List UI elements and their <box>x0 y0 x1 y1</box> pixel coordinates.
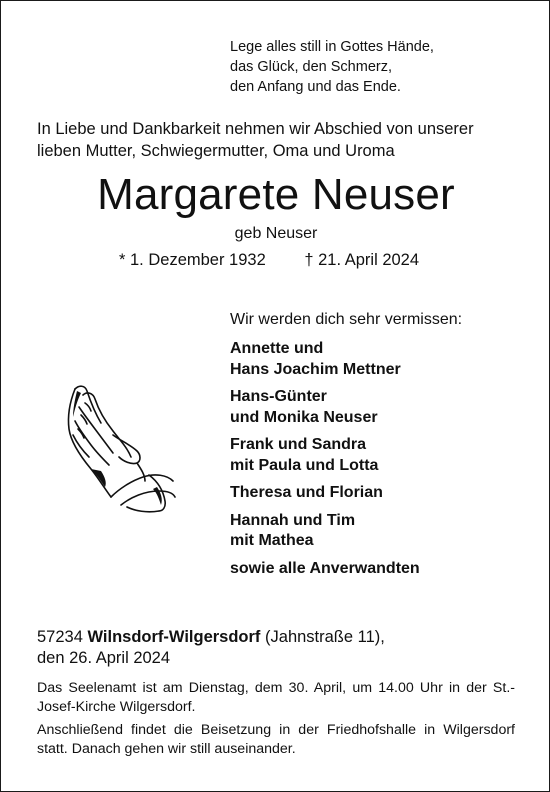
address-line <box>37 627 385 648</box>
mourner-line: mit Mathea <box>230 532 314 549</box>
mourners-heading: Wir werden dich sehr vermissen: <box>230 311 463 328</box>
mourner-group <box>230 483 420 504</box>
mourner-line: sowie alle Anverwandten <box>230 559 420 577</box>
intro-line-1: In Liebe und Dankbarkeit nehmen wir Abschied von unserer <box>37 120 474 138</box>
praying-hands-icon <box>61 377 181 517</box>
street: (Jahnstraße 11), <box>265 628 385 646</box>
mourner-line: Frank und Sandra <box>230 436 367 453</box>
town: Wilnsdorf-Wilgersdorf <box>87 628 261 646</box>
mourner-group <box>230 339 420 380</box>
mourner-line: mit Paula und Lotta <box>230 456 379 474</box>
mourner-line: Hans-Günter <box>230 388 327 405</box>
mourner-group <box>230 511 420 552</box>
mourner-group <box>230 435 420 476</box>
life-dates <box>119 249 419 271</box>
mourner-line: Annette und <box>230 340 324 357</box>
requiem-info: Das Seelenamt ist am Dienstag, dem 30. April, um 14.00 Uhr in der St.-Josef-Kirche Wilgersdorf. <box>37 680 515 715</box>
notice-date: den 26. April 2024 <box>37 649 171 667</box>
poem-line-1: Lege alles still in Gottes Hände, <box>230 39 434 55</box>
mourner-group <box>230 387 420 428</box>
mourners-list <box>230 339 420 586</box>
poem-line-3: den Anfang und das Ende. <box>230 79 401 95</box>
mourner-line: Hans Joachim Mettner <box>230 360 401 378</box>
poem-line-2: das Glück, den Schmerz, <box>230 59 392 75</box>
burial-info: Anschließend findet die Beisetzung in der Friedhofshalle in Wilgersdorf statt. Danach gehen wir still auseinander. <box>37 722 515 757</box>
mourner-line: Theresa und Florian <box>230 484 383 501</box>
address-block <box>37 627 385 669</box>
mourner-group <box>230 559 420 580</box>
poem <box>230 37 434 97</box>
maiden-name: geb Neuser <box>234 225 318 242</box>
postcode: 57234 <box>37 628 83 646</box>
deceased-name: Margarete Neuser <box>97 170 455 219</box>
birth-date: * 1. Dezember 1932 <box>119 251 266 269</box>
intro-line-2: lieben Mutter, Schwiegermutter, Oma und Uroma <box>37 142 395 160</box>
intro-text <box>37 118 474 162</box>
mourner-line: und Monika Neuser <box>230 408 378 426</box>
service-info <box>37 679 515 763</box>
mourner-line: Hannah und Tim <box>230 511 356 529</box>
death-date: † 21. April 2024 <box>304 251 420 269</box>
